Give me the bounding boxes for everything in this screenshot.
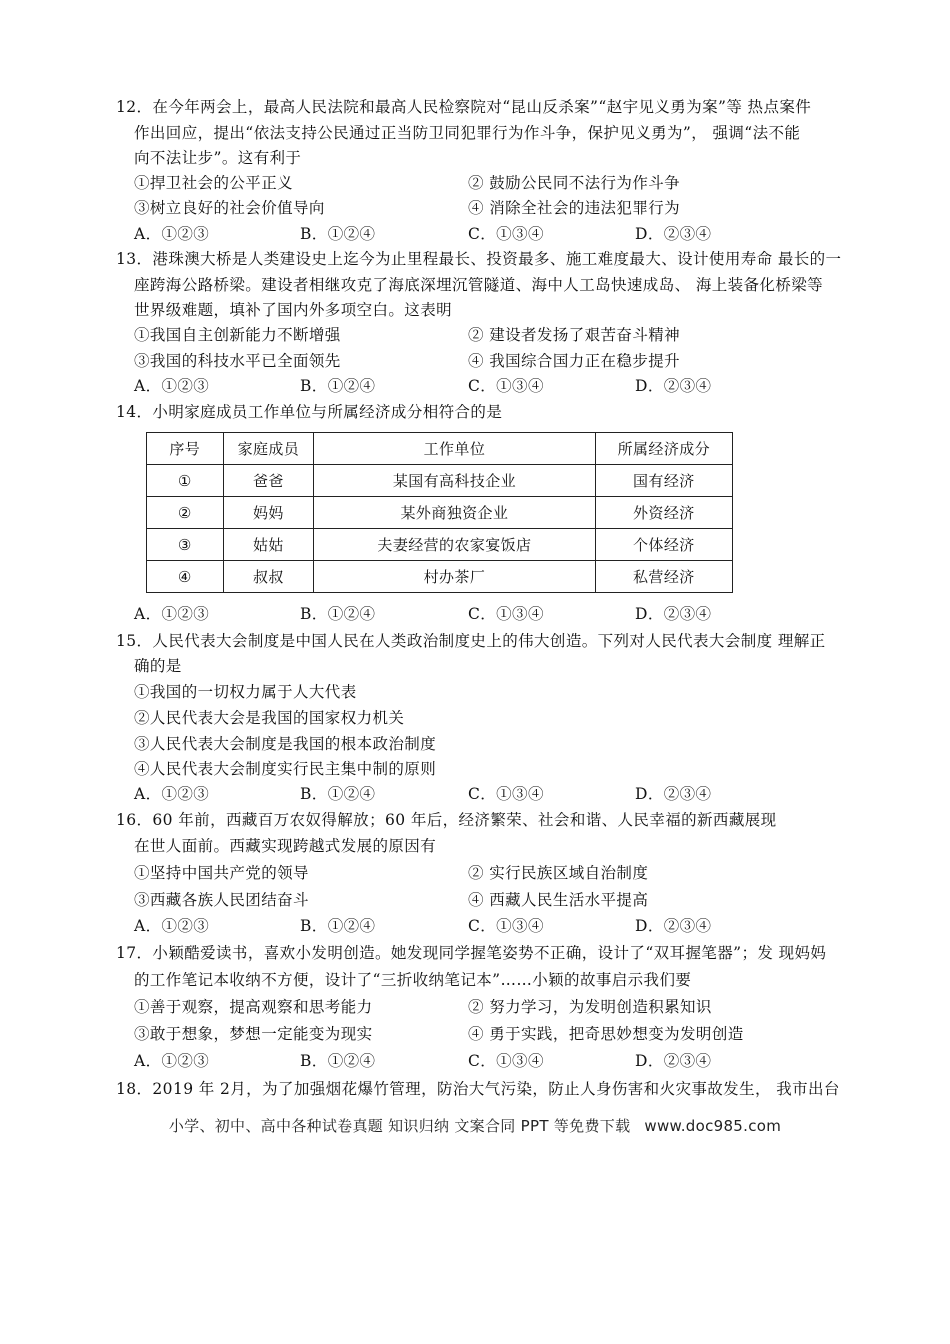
table-cell: 外资经济 — [595, 497, 732, 529]
q14-choice-a: A．①②③ — [134, 605, 210, 623]
q17-choice-b: B．①②④ — [300, 1052, 376, 1070]
table-cell: ④ — [147, 561, 224, 593]
footer-url[interactable]: www.doc985.com — [644, 1117, 782, 1135]
q14-choice-c: C．①③④ — [468, 605, 544, 623]
table-header-cell: 序号 — [147, 433, 224, 465]
q16-choice-b: B．①②④ — [300, 917, 376, 935]
table-cell: 村办茶厂 — [314, 561, 595, 593]
table-cell: 个体经济 — [595, 529, 732, 561]
q15-stem-line-2: 确的是 — [134, 657, 182, 675]
q13-stem-line-1: 13．港珠澳大桥是人类建设史上迄今为止里程最长、投资最多、施工难度最大、设计使用寿命 最长的一 — [116, 250, 842, 268]
q14-choice-d: D．②③④ — [635, 605, 712, 623]
table-cell: 夫妻经营的农家宴饭店 — [314, 529, 595, 561]
q13-option-3: ③我国的科技水平已全面领先 — [134, 352, 341, 370]
q12-option-4: ④ 消除全社会的违法犯罪行为 — [468, 199, 681, 217]
q12-stem-line-3: 向不法让步”。这有利于 — [134, 149, 302, 167]
q15-choice-a: A．①②③ — [134, 785, 210, 803]
q16-option-2: ② 实行民族区域自治制度 — [468, 864, 649, 882]
table-cell: 私营经济 — [595, 561, 732, 593]
table-row — [147, 465, 733, 497]
q13-choice-c: C．①③④ — [468, 377, 544, 395]
q16-option-1: ①坚持中国共产党的领导 — [134, 864, 309, 882]
q12-choice-c: C．①③④ — [468, 225, 544, 243]
q12-option-3: ③树立良好的社会价值导向 — [134, 199, 325, 217]
q15-option-1: ①我国的一切权力属于人大代表 — [134, 683, 357, 701]
table-row — [147, 529, 733, 561]
table-cell: ② — [147, 497, 224, 529]
q15-choice-c: C．①③④ — [468, 785, 544, 803]
q17-choice-c: C．①③④ — [468, 1052, 544, 1070]
table-cell: 某外商独资企业 — [314, 497, 595, 529]
q15-choice-b: B．①②④ — [300, 785, 376, 803]
q15-choice-d: D．②③④ — [635, 785, 712, 803]
q17-stem-line-2: 的工作笔记本收纳不方便，设计了“三折收纳笔记本”……小颖的故事启示我们要 — [134, 971, 692, 989]
q13-stem-line-2: 座跨海公路桥梁。建设者相继攻克了海底深埋沉管隧道、海中人工岛快速成岛、 海上装备化桥梁等 — [134, 276, 824, 294]
q16-choice-c: C．①③④ — [468, 917, 544, 935]
q12-choice-d: D．②③④ — [635, 225, 712, 243]
table-row — [147, 561, 733, 593]
q14-table — [146, 432, 733, 593]
q12-choice-b: B．①②④ — [300, 225, 376, 243]
q17-option-1: ①善于观察，提高观察和思考能力 — [134, 998, 373, 1016]
q17-choice-d: D．②③④ — [635, 1052, 712, 1070]
q17-option-2: ② 努力学习，为发明创造积累知识 — [468, 998, 712, 1016]
q17-choice-a: A．①②③ — [134, 1052, 210, 1070]
q15-stem-line-1: 15．人民代表大会制度是中国人民在人类政治制度史上的伟大创造。下列对人民代表大会制度 理解正 — [116, 632, 826, 650]
q15-option-2: ②人民代表大会是我国的国家权力机关 — [134, 709, 405, 727]
q13-choice-d: D．②③④ — [635, 377, 712, 395]
q16-stem-line-1: 16．60 年前，西藏百万农奴得解放；60 年后，经济繁荣、社会和谐、人民幸福的新西藏展现 — [116, 811, 777, 829]
table-row — [147, 497, 733, 529]
q18-stem-line-1: 18．2019 年 2月，为了加强烟花爆竹管理，防治大气污染，防止人身伤害和火灾事故发生， 我市出台 — [116, 1080, 840, 1098]
q16-option-3: ③西藏各族人民团结奋斗 — [134, 891, 309, 909]
q13-stem-line-3: 世界级难题，填补了国内外多项空白。这表明 — [134, 301, 453, 319]
q14-stem: 14．小明家庭成员工作单位与所属经济成分相符合的是 — [116, 403, 503, 421]
q13-choice-b: B．①②④ — [300, 377, 376, 395]
q12-choice-a: A．①②③ — [134, 225, 210, 243]
q17-stem-line-1: 17．小颖酷爱读书，喜欢小发明创造。她发现同学握笔姿势不正确，设计了“双耳握笔器”；发 现妈妈 — [116, 944, 827, 962]
q16-choice-a: A．①②③ — [134, 917, 210, 935]
page-footer — [0, 1115, 950, 1136]
table-header-cell: 工作单位 — [314, 433, 595, 465]
table-header-row — [147, 433, 733, 465]
q12-stem-line-2: 作出回应，提出“依法支持公民通过正当防卫同犯罪行为作斗争，保护见义勇为”， 强调“法不能 — [134, 124, 801, 142]
table-cell: 叔叔 — [223, 561, 314, 593]
table-cell: 某国有高科技企业 — [314, 465, 595, 497]
q15-option-3: ③人民代表大会制度是我国的根本政治制度 — [134, 735, 437, 753]
table-cell: ③ — [147, 529, 224, 561]
q17-option-3: ③敢于想象，梦想一定能变为现实 — [134, 1025, 373, 1043]
table-cell: 姑姑 — [223, 529, 314, 561]
q13-option-4: ④ 我国综合国力正在稳步提升 — [468, 352, 681, 370]
q15-option-4: ④人民代表大会制度实行民主集中制的原则 — [134, 760, 437, 778]
q13-option-1: ①我国自主创新能力不断增强 — [134, 326, 341, 344]
q12-option-2: ② 鼓励公民同不法行为作斗争 — [468, 174, 681, 192]
q13-choice-a: A．①②③ — [134, 377, 210, 395]
table-cell: 爸爸 — [223, 465, 314, 497]
table-header-cell: 家庭成员 — [223, 433, 314, 465]
table-header-cell: 所属经济成分 — [595, 433, 732, 465]
q13-option-2: ② 建设者发扬了艰苦奋斗精神 — [468, 326, 681, 344]
q16-choice-d: D．②③④ — [635, 917, 712, 935]
table-cell: 妈妈 — [223, 497, 314, 529]
q16-stem-line-2: 在世人面前。西藏实现跨越式发展的原因有 — [134, 837, 437, 855]
footer-text: 小学、初中、高中各种试卷真题 知识归纳 文案合同 PPT 等免费下载 — [168, 1117, 631, 1135]
q14-choice-b: B．①②④ — [300, 605, 376, 623]
q16-option-4: ④ 西藏人民生活水平提高 — [468, 891, 649, 909]
table-cell: ① — [147, 465, 224, 497]
table-cell: 国有经济 — [595, 465, 732, 497]
q12-stem-line-1: 12．在今年两会上，最高人民法院和最高人民检察院对“昆山反杀案”“赵宇见义勇为案”等 热点案件 — [116, 98, 812, 116]
q17-option-4: ④ 勇于实践，把奇思妙想变为发明创造 — [468, 1025, 744, 1043]
q12-option-1: ①捍卫社会的公平正义 — [134, 174, 294, 192]
